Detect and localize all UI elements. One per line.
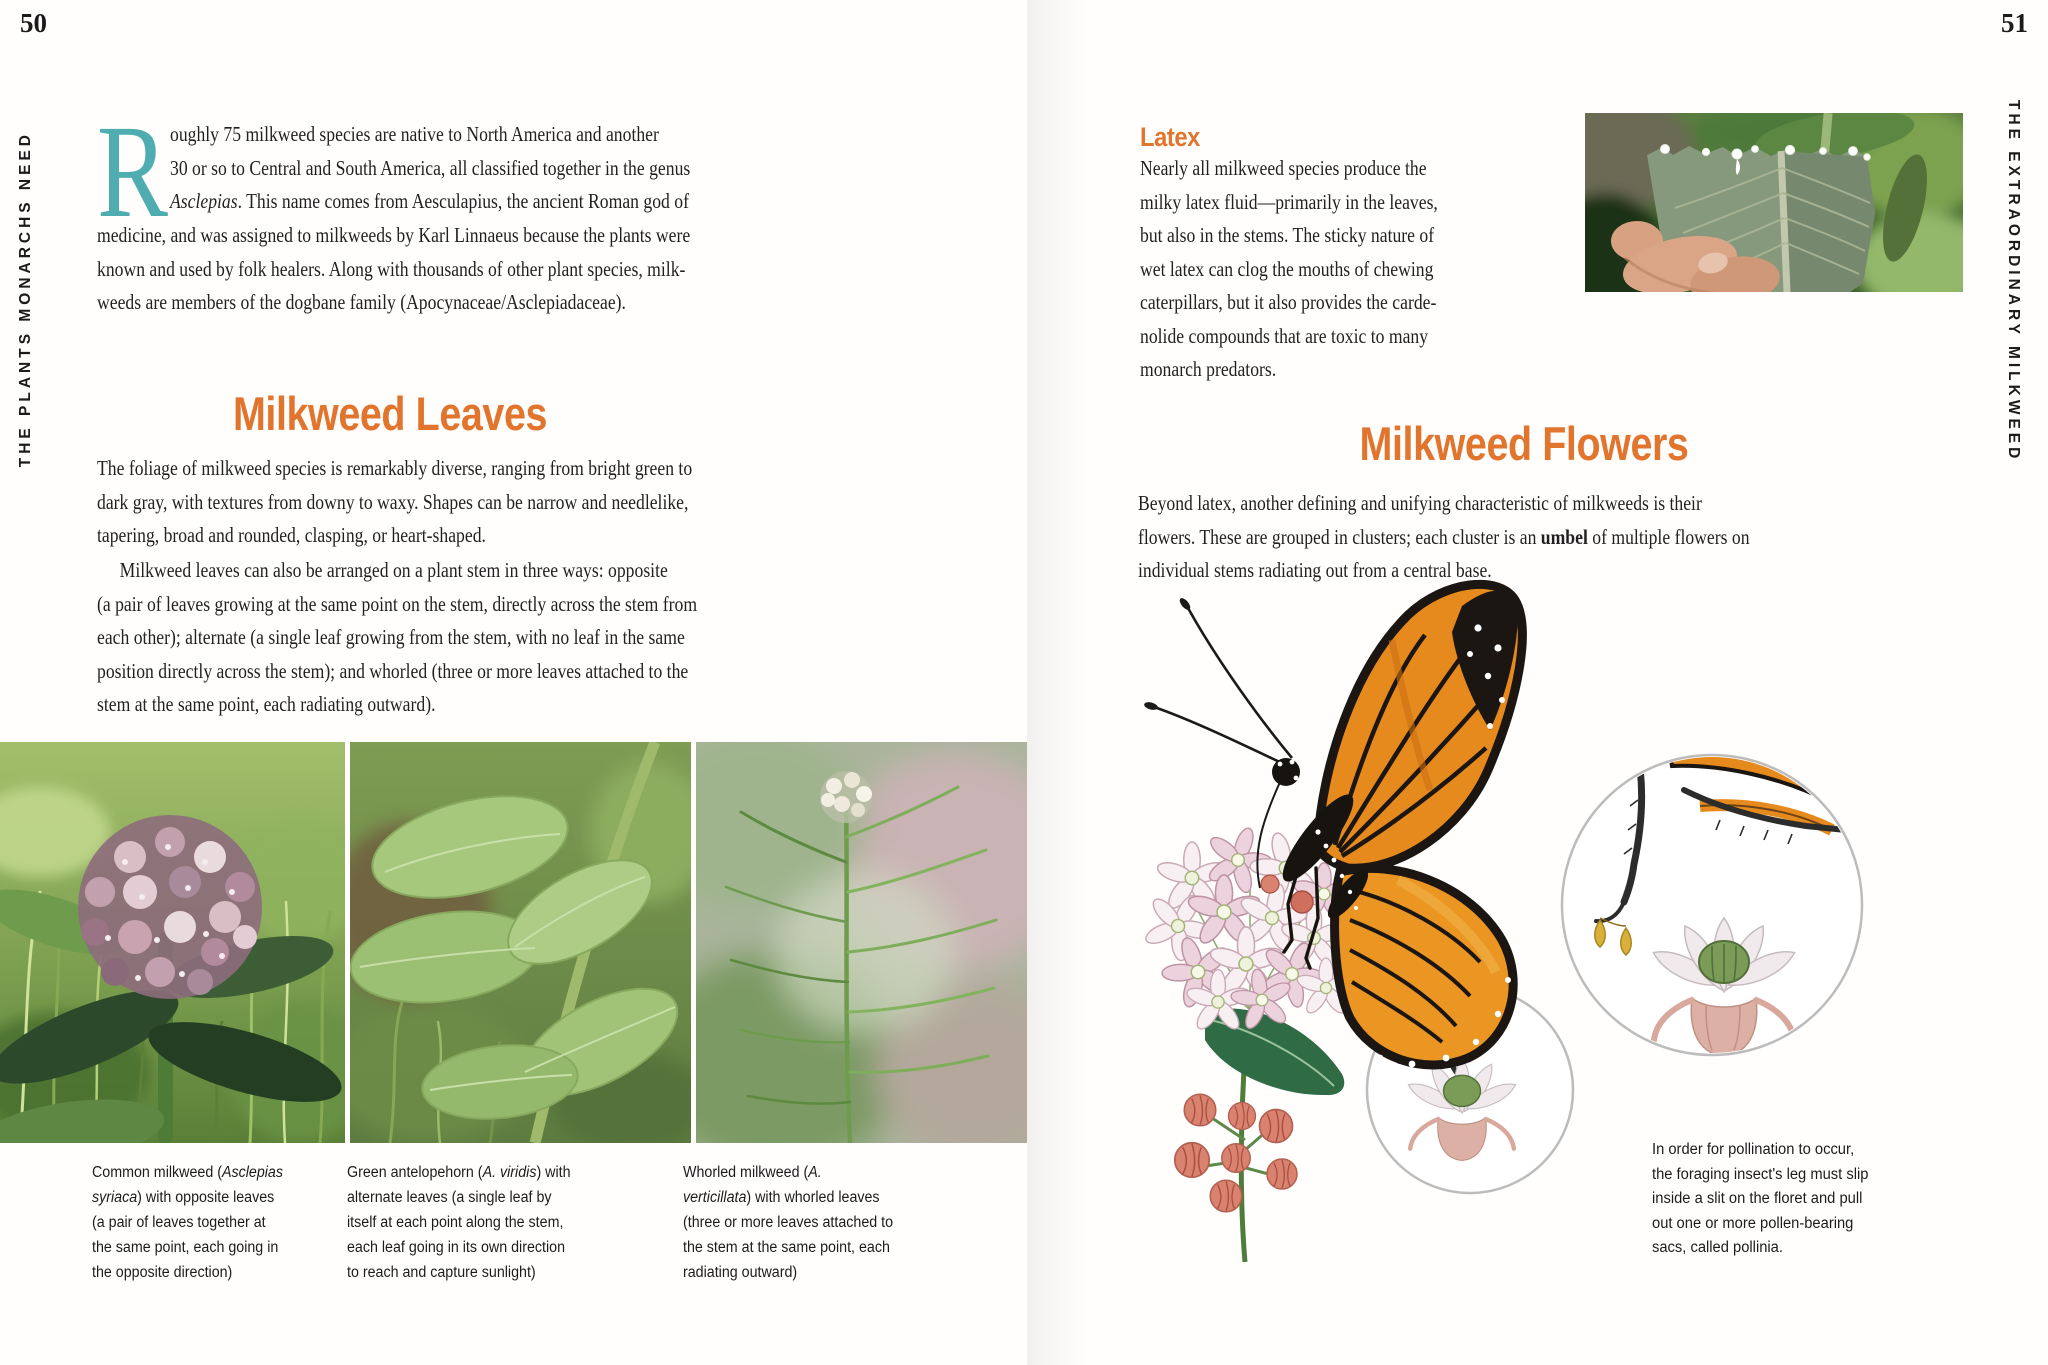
caption-line <box>683 1160 893 1185</box>
text-segment: Common milkweed ( <box>92 1164 222 1181</box>
caption-line: radiating outward) <box>683 1264 798 1281</box>
text-line: stem at the same point, each radiating outward). <box>97 692 436 716</box>
caption-line: each leaf going in its own direction <box>347 1239 565 1256</box>
caption-line <box>683 1185 893 1210</box>
caption-line: (three or more leaves attached to <box>683 1214 894 1231</box>
text-segment: ) with <box>536 1164 571 1181</box>
text-line: each other); alternate (a single leaf growing from the stem, with no leaf in the same <box>97 625 685 649</box>
caption-line <box>347 1160 571 1185</box>
text-line: 30 or so to Central and South America, all classified together in the genus <box>170 155 691 180</box>
heading-latex: Latex <box>1140 122 1200 152</box>
text-line: oughly 75 milkweed species are native to North America and another <box>170 122 659 146</box>
text-segment: of multiple flowers on <box>1587 524 1750 549</box>
text-segment: ) with whorled leaves <box>746 1189 880 1206</box>
drop-cap: R <box>97 97 168 245</box>
latex-leaf-graphic <box>1585 113 1963 292</box>
milkweed-flower-illustration <box>1131 817 1357 1262</box>
caption-line: out one or more pollen-bearing <box>1652 1214 1854 1232</box>
text-line: Nearly all milkweed species produce the <box>1140 156 1427 180</box>
leaves-paragraph-2 <box>97 554 811 722</box>
inset-circle-large <box>1554 707 1862 1056</box>
pollination-caption <box>1652 1138 1880 1261</box>
caption-whorled-milkweed <box>683 1160 911 1285</box>
caption-green-antelopehorn <box>347 1160 590 1285</box>
latex-paragraph <box>1140 152 1495 387</box>
species-name: Asclepias <box>221 1164 284 1181</box>
text-line: Milkweed leaves can also be arranged on a plant stem in three ways: opposite <box>119 558 668 582</box>
caption-line: the foraging insect's leg must slip <box>1652 1165 1869 1183</box>
caption-line: to reach and capture sunlight) <box>347 1264 536 1281</box>
text-line: Beyond latex, another defining and unifying characteristic of milkweeds is their <box>1138 491 1702 515</box>
text-line: monarch predators. <box>1140 357 1277 381</box>
text-line: dark gray, with textures from downy to waxy. Shapes can be narrow and needlelike, <box>97 489 689 514</box>
text-segment: flowers. These are grouped in clusters; each cluster is an <box>1138 524 1541 549</box>
text-line <box>170 185 690 219</box>
leaves-paragraph-1 <box>97 452 806 553</box>
text-line: nolide compounds that are toxic to many <box>1140 323 1429 348</box>
page-number-left: 50 <box>20 8 47 38</box>
caption-line: the same point, each going in <box>92 1239 279 1256</box>
text-line: medicine, and was assigned to milkweeds by Karl Linnaeus because the plants were <box>97 223 691 247</box>
caption-line: the opposite direction) <box>92 1264 233 1281</box>
photo-common-milkweed <box>0 742 345 1143</box>
text-line <box>1138 521 1750 555</box>
caption-line <box>92 1185 283 1210</box>
caption-line <box>92 1160 283 1185</box>
photo-strip <box>0 742 1027 1143</box>
heading-milkweed-leaves: Milkweed Leaves <box>232 387 548 440</box>
heading-milkweed-flowers: Milkweed Flowers <box>1359 417 1689 470</box>
text-line: (a pair of leaves growing at the same point on the stem, directly across the stem from <box>97 591 698 616</box>
text-line: but also in the stems. The sticky nature of <box>1140 223 1435 247</box>
text-line: individual stems radiating out from a central base. <box>1138 558 1492 582</box>
species-name: Asclepias <box>170 189 238 213</box>
intro-paragraph-indented <box>170 118 789 219</box>
text-segment: Green antelopehorn ( <box>347 1164 483 1181</box>
text-line: position directly across the stem); and whorled (three or more leaves attached to the <box>97 658 689 683</box>
species-name: verticillata <box>683 1189 747 1206</box>
caption-common-milkweed <box>92 1160 300 1285</box>
species-name: A. viridis <box>482 1164 537 1181</box>
species-name: A. <box>808 1164 822 1181</box>
bold-term: umbel <box>1540 524 1588 549</box>
green-antelopehorn-graphic <box>350 742 691 1143</box>
photo-whorled-milkweed <box>696 742 1027 1143</box>
text-line: milky latex fluid—primarily in the leaves, <box>1140 189 1438 214</box>
caption-line: itself at each point along the stem, <box>347 1214 564 1231</box>
sidebar-right-label: THE EXTRAORDINARY MILKWEED <box>2005 100 2022 463</box>
text-line: weeds are members of the dogbane family (Apocynaceae/Asclepiadaceae). <box>97 290 626 314</box>
page-gutter <box>1027 0 1087 1365</box>
caption-line: inside a slit on the floret and pull <box>1652 1190 1863 1207</box>
text-segment: ) with opposite leaves <box>137 1189 275 1206</box>
text-segment: . This name comes from Aesculapius, the ancient Roman god of <box>237 189 689 213</box>
common-milkweed-graphic <box>0 742 345 1143</box>
caption-line: the stem at the same point, each <box>683 1239 890 1256</box>
text-line: wet latex can clog the mouths of chewing <box>1140 256 1434 281</box>
sidebar-left-label: THE PLANTS MONARCHS NEED <box>17 131 34 468</box>
caption-line: sacs, called pollinia. <box>1652 1239 1783 1256</box>
text-line: known and used by folk healers. Along with thousands of other plant species, milk- <box>97 256 686 281</box>
intro-paragraph-full <box>97 219 803 320</box>
text-segment: Whorled milkweed ( <box>683 1164 809 1181</box>
whorled-milkweed-graphic <box>696 742 1027 1143</box>
photo-green-antelopehorn <box>350 742 691 1143</box>
photo-latex-leaf <box>1585 113 1963 292</box>
text-line: caterpillars, but it also provides the carde- <box>1140 290 1437 314</box>
species-name: syriaca <box>92 1189 138 1206</box>
text-line: tapering, broad and rounded, clasping, or heart-shaped. <box>97 523 486 547</box>
page-number-right: 51 <box>2001 8 2028 38</box>
caption-line: alternate leaves (a single leaf by <box>347 1189 552 1206</box>
caption-line: In order for pollination to occur, <box>1652 1141 1855 1158</box>
text-line: The foliage of milkweed species is remarkably diverse, ranging from bright green to <box>97 456 693 480</box>
caption-line: (a pair of leaves together at <box>92 1214 266 1231</box>
